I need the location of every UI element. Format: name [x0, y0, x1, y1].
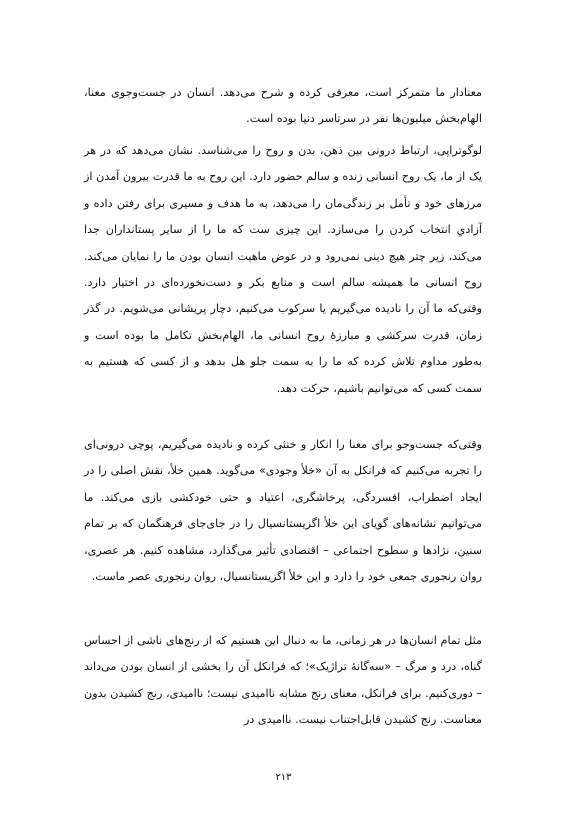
paragraph-text: مثل تمام انسان‌ها در هر زمانی، ما به دنبال این هستیم که از رنج‌های ناشی از احساس گناه، درد و مرگ – «سه‌گانهٔ تراژیک»؛ که فرانکل آن را بخشی از انسان بودن می‌داند – دوری‌کنیم. برای فرانکل، معنای رنج مشابه ناامیدی نیست؛ ناامیدی، رنج کشیدن بدون معناست. رنج کشیدن قابل‌اجتناب نیست. ناامیدی در — [84, 634, 482, 727]
paragraph-3 — [84, 432, 482, 590]
paragraph-2 — [84, 138, 482, 402]
paragraph-4 — [84, 628, 482, 734]
page-number: ۲۱۳ — [275, 772, 292, 783]
paragraph-1 — [84, 80, 482, 133]
paragraph-text: وقتی‌که جست‌وجو برای معنا را انکار و خنثی کرده و نادیده می‌گیریم، پوچی درونی‌ای را تجربه می‌کنیم که فرانکل به آن «خلأ وجودی» می‌گوید. همین خلأ، نقش اصلی را در ایجاد اضطراب، افسردگی، پرخاشگری، اعتیاد و حتی خودکشی بازی می‌کند. ما می‌توانیم نشانه‌های گویای این خلأ اگزیستانسیال را در جای‌جای فرهنگمان که بر تمام سنین، نژادها و سطوح اجتماعی – اقتصادی تأثیر می‌گذارد، مشاهده کنیم. هر عصری، روان رنجوری جمعی خود را دارد و این خلأ اگزیستانسیال، روان رنجوری عصر ماست. — [84, 438, 482, 584]
paragraph-text: معنادار ما متمرکز است، معرفی کرده و شرح می‌دهد. انسان در جست‌وجوی معنا، الهام‌بخش میلیون‌ها نفر در سرتاسر دنیا بوده است. — [84, 86, 482, 126]
paragraph-text: لوگوتراپی، ارتباط درونی بین ذهن، بدن و روح را می‌شناسد. نشان می‌دهد که در هر یک از ما، یک روح انسانی زنده و سالم حضور دارد. این روح به ما قدرت بیرون آمدن از مرزهای خود و تأمل بر زندگی‌مان را می‌دهد، به ما هدف و مسیری برای رفتن داده و آزادیِ انتخاب کردن را می‌سازد. این چیزی ست که ما را از سایر پستانداران جدا می‌کند، زیر چتر هیچ دینی نمی‌رود و در عوض ماهیت انسان بودن ما را نمایان می‌کند. روح انسانی ما همیشه سالم است و منابع بکر و دست‌نخورده‌ای در اختیار دارد. وقتی‌که ما آن را نادیده می‌گیریم یا سرکوب می‌کنیم، دچار پریشانی می‌شویم. در گذر زمان، قدرت سرکشی و مبارزهٔ روح انسانی ما، الهام‌بخش تکامل ما بوده است و به‌طور مداوم تلاش کرده که ما را به سمت جلو هل بدهد و از کسی که هستیم به سمت کسی که می‌توانیم باشیم، حرکت دهد. — [84, 144, 482, 395]
